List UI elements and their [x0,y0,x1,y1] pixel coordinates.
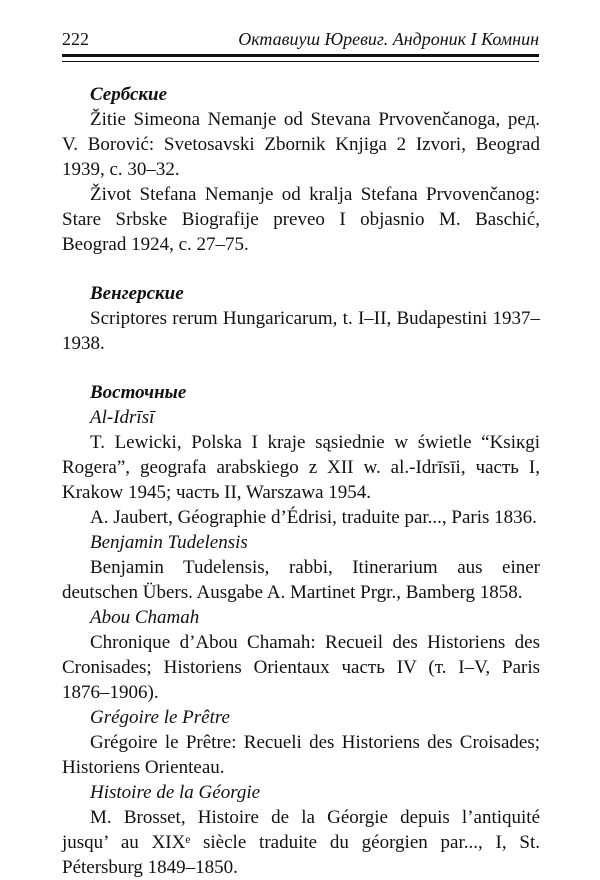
subheading-histoire-de-la-georgie: Histoire de la Géorgie [90,782,261,803]
subheading-benjamin-tudelensis: Benjamin Tudelensis [90,532,248,553]
bibliography-entry: M. Brosset, Histoire de la Géorgie depuis l’antiquité jusqu’ au XIXᵉ siècle traduite du géorgien par..., I, St. Pétersburg 1849–1850. [62,807,540,878]
page-header [62,27,539,51]
header-rule-thick [62,54,539,57]
bibliography-entry: Scriptores rerum Hungaricarum, t. I–II, Budapestini 1937–1938. [62,308,540,354]
subheading-al-idrisi: Al-Idrīsī [90,407,155,428]
running-title: Октавиуш Юревиг. Андроник I Комнин [238,29,539,49]
bibliography-entry: A. Jaubert, Géographie d’Édrisi, traduite par..., Paris 1836. [90,507,537,528]
header-rule-thin [62,61,539,62]
section-heading-hungarian: Венгерские [90,283,184,304]
section-heading-serbian: Сербские [90,84,168,105]
section-heading-eastern: Восточные [90,382,187,403]
bibliography-entry: Život Stefana Nemanje od kralja Stefana Prvovenčanog: Stare Srbske Biografije preveo I objasnio M. Baschić, Beograd 1924, с. 27–75. [62,184,540,255]
page-number: 222 [62,29,89,49]
subheading-abou-chamah: Abou Chamah [90,607,200,628]
bibliography-entry: Žitie Simeona Nemanje od Stevana Prvovenčanoga, ред. V. Borović: Svetosavski Zbornik Knjiga 2 Izvori, Beograd 1939, с. 30–32. [62,109,540,180]
bibliography-entry: Chronique d’Abou Chamah: Recueil des Historiens des Cronisades; Historiens Orientaux часть IV (т. I–V, Paris 1876–1906). [62,632,540,703]
subheading-gregoire-le-pretre: Grégoire le Prêtre [90,707,230,728]
bibliography-entry: Benjamin Tudelensis, rabbi, Itinerarium aus einer deutschen Übers. Ausgabe A. Martinet Prgr., Bamberg 1858. [62,557,540,603]
bibliography-entry: Grégoire le Prêtre: Recueli des Historiens des Croisades; Historiens Orienteau. [62,732,540,778]
bibliography-entry: T. Lewicki, Polska I kraje sąsiednie w świetle “Ksiкgi Rogera”, geografa arabskiego z XII w. al.-Idrīsīi, часть I, Krakow 1945; часть II, Warszawa 1954. [62,432,540,503]
bibliography-content [62,82,540,880]
